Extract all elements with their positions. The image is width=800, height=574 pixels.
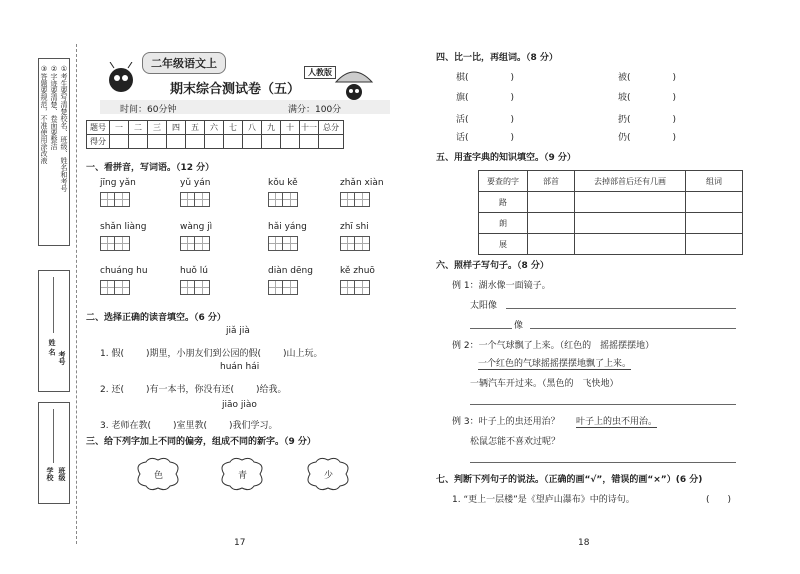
section-7-title: 七、判断下列句子的说法。（正确的画“√”，错误的画“×”）(6 分) bbox=[436, 475, 703, 485]
dictionary-table bbox=[478, 170, 743, 255]
score-input[interactable] bbox=[148, 135, 167, 149]
school-info-box bbox=[38, 402, 70, 504]
dict-input[interactable] bbox=[686, 213, 743, 234]
score-input[interactable] bbox=[243, 135, 262, 149]
section-6-title: 六、照样子写句子。（8 分） bbox=[436, 261, 549, 271]
text: 活( bbox=[456, 115, 469, 125]
dict-input[interactable] bbox=[575, 213, 686, 234]
text: ) bbox=[672, 115, 677, 125]
notes-box bbox=[38, 58, 70, 246]
text: ) bbox=[672, 133, 677, 143]
answer-line[interactable] bbox=[470, 404, 736, 405]
score-input[interactable] bbox=[224, 135, 243, 149]
score-input[interactable] bbox=[281, 135, 300, 149]
page-number-left: 17 bbox=[234, 538, 246, 548]
tianzige-pair[interactable] bbox=[180, 280, 210, 299]
tianzige-pair[interactable] bbox=[268, 192, 298, 211]
score-input[interactable] bbox=[300, 135, 319, 149]
compare-left-3 bbox=[456, 112, 514, 125]
pinyin-label: yǔ yán bbox=[180, 178, 211, 188]
answer-line[interactable] bbox=[506, 308, 736, 309]
note-1: ①考生要写清楚校名、班级、姓名和考号 bbox=[60, 65, 68, 192]
tianzige-pair[interactable] bbox=[180, 192, 210, 211]
pinyin-label: diàn dēng bbox=[268, 266, 313, 276]
tianzige-pair[interactable] bbox=[268, 280, 298, 299]
text: ) bbox=[672, 93, 677, 103]
text: 扔( bbox=[618, 115, 631, 125]
pinyin-options-3: jiāo jiào bbox=[222, 400, 257, 410]
question-2-1 bbox=[100, 346, 323, 359]
flower-char: 青 bbox=[238, 471, 248, 481]
note-3: ③答题要规范，不准使用涂改液 bbox=[40, 65, 48, 164]
score-cell: 九 bbox=[262, 121, 281, 135]
score-input[interactable] bbox=[110, 135, 129, 149]
cut-line bbox=[76, 44, 77, 544]
text: ) bbox=[510, 115, 515, 125]
text: ) bbox=[510, 93, 515, 103]
example-1-prompt-a: 太阳像 bbox=[470, 301, 498, 311]
score-cell: 六 bbox=[205, 121, 224, 135]
score-table-header-row bbox=[87, 121, 344, 135]
text: 仍( bbox=[618, 133, 631, 143]
student-info-box bbox=[38, 270, 70, 392]
pinyin-label: kě zhuō bbox=[340, 266, 375, 276]
pinyin-options-1: jiǎ jià bbox=[226, 326, 250, 336]
judge-question-1: 1. “更上一层楼”是《望庐山瀑布》中的诗句。 bbox=[452, 495, 635, 505]
example-3: 例 3：叶子上的虫还用治？ bbox=[452, 417, 560, 427]
flower-1[interactable] bbox=[130, 456, 186, 492]
text: 1. 假( bbox=[100, 349, 124, 359]
dict-input[interactable] bbox=[575, 234, 686, 255]
question-2-3 bbox=[100, 418, 278, 431]
example-1: 例 1：湖水像一面镜子。 bbox=[452, 281, 551, 291]
exam-title: 期末综合测试卷（五） bbox=[170, 82, 301, 97]
compare-right-2 bbox=[618, 90, 676, 103]
score-row-label: 得分 bbox=[87, 135, 110, 149]
dict-header: 部首 bbox=[528, 171, 575, 192]
compare-left-4 bbox=[456, 130, 514, 143]
text: ) bbox=[672, 73, 677, 83]
flower-char: 少 bbox=[324, 471, 334, 481]
dict-input[interactable] bbox=[528, 234, 575, 255]
pinyin-label: huǒ lú bbox=[180, 266, 208, 276]
dict-input[interactable] bbox=[575, 192, 686, 213]
text: )有一本书，你没有还( bbox=[145, 385, 234, 395]
dict-header: 要查的字 bbox=[479, 171, 528, 192]
score-table bbox=[86, 120, 344, 149]
dict-char: 路 bbox=[479, 192, 528, 213]
school-label: 学校 bbox=[46, 467, 54, 481]
tianzige-pair[interactable] bbox=[180, 236, 210, 255]
score-input[interactable] bbox=[319, 135, 344, 149]
tianzige-pair[interactable] bbox=[340, 236, 370, 255]
table-row bbox=[479, 213, 743, 234]
example-2: 例 2：一个气球飘了上来。（红色的 摇摇摆摆地） bbox=[452, 341, 655, 351]
text: ) bbox=[510, 133, 515, 143]
table-row bbox=[479, 234, 743, 255]
text: ) bbox=[510, 73, 515, 83]
table-row bbox=[479, 192, 743, 213]
cartoon-left bbox=[104, 62, 138, 98]
answer-line[interactable] bbox=[530, 328, 736, 329]
text: )给我。 bbox=[256, 385, 287, 395]
text: 3. 老师在教( bbox=[100, 421, 151, 431]
text: 2. 还( bbox=[100, 385, 124, 395]
dict-header: 去掉部首后还有几画 bbox=[575, 171, 686, 192]
page-number-right: 18 bbox=[578, 538, 590, 548]
score-input[interactable] bbox=[262, 135, 281, 149]
time-label: 时间：60分钟 bbox=[120, 105, 177, 115]
text: 旗( bbox=[456, 93, 469, 103]
dict-char: 展 bbox=[479, 234, 528, 255]
score-cell: 五 bbox=[186, 121, 205, 135]
dict-input[interactable] bbox=[528, 192, 575, 213]
score-cell: 七 bbox=[224, 121, 243, 135]
score-input[interactable] bbox=[186, 135, 205, 149]
score-cell: 四 bbox=[167, 121, 186, 135]
name-label: 姓 名 bbox=[48, 339, 56, 356]
dict-char: 朗 bbox=[479, 213, 528, 234]
dict-input[interactable] bbox=[686, 192, 743, 213]
example-2-answer: 一个红色的气球摇摇摆摆地飘了上来。 bbox=[478, 356, 631, 370]
compare-right-3 bbox=[618, 112, 676, 125]
note-2: ②字迹要清楚、卷面要整洁 bbox=[50, 65, 58, 150]
score-cell: 三 bbox=[148, 121, 167, 135]
tianzige-pair[interactable] bbox=[100, 192, 130, 211]
edition-badge: 人教版 bbox=[304, 66, 336, 79]
section-2-title: 二、选择正确的读音填空。（6 分） bbox=[86, 313, 226, 323]
score-cell: 十 bbox=[281, 121, 300, 135]
name-field[interactable] bbox=[53, 277, 54, 333]
score-table-score-row bbox=[87, 135, 344, 149]
pinyin-options-2: huán hái bbox=[220, 362, 260, 372]
school-field[interactable] bbox=[53, 409, 54, 463]
example-3-answer: 叶子上的虫不用治。 bbox=[576, 414, 657, 428]
pinyin-label: chuáng hu bbox=[100, 266, 148, 276]
text: )期里，小朋友们到公园的假( bbox=[145, 349, 261, 359]
section-1-title: 一、看拼音，写词语。（12 分） bbox=[86, 163, 215, 173]
section-5-title: 五、用查字典的知识填空。（9 分） bbox=[436, 153, 576, 163]
section-3-title: 三、给下列字加上不同的偏旁，组成不同的新字。（9 分） bbox=[86, 437, 316, 447]
pinyin-label: jīng yǎn bbox=[100, 178, 136, 188]
text: 被( bbox=[618, 73, 631, 83]
text: 话( bbox=[456, 133, 469, 143]
text: )山上玩。 bbox=[283, 349, 323, 359]
dict-input[interactable] bbox=[686, 234, 743, 255]
full-score-label: 满分：100分 bbox=[288, 105, 342, 115]
compare-left-1 bbox=[456, 70, 514, 83]
compare-right-1 bbox=[618, 70, 676, 83]
text: )室里教( bbox=[172, 421, 207, 431]
score-input[interactable] bbox=[205, 135, 224, 149]
pinyin-label: zhī shi bbox=[340, 222, 369, 232]
section-4-title: 四、比一比，再组词。（8 分） bbox=[436, 53, 558, 63]
score-cell: 八 bbox=[243, 121, 262, 135]
pinyin-label: hǎi yáng bbox=[268, 222, 307, 232]
dict-input[interactable] bbox=[528, 213, 575, 234]
example-1-prompt-b: 像 bbox=[514, 321, 524, 331]
score-cell: 题号 bbox=[87, 121, 110, 135]
text: )我们学习。 bbox=[229, 421, 278, 431]
banner-title: 二年级语文上 bbox=[142, 52, 226, 74]
pinyin-label: wàng jì bbox=[180, 222, 213, 232]
answer-line[interactable] bbox=[470, 462, 736, 463]
class-label: 班级 bbox=[58, 467, 66, 481]
pinyin-label: shǎn liàng bbox=[100, 222, 147, 232]
flower-3[interactable] bbox=[300, 456, 356, 492]
example-3-question: 松鼠怎能不喜欢过呢？ bbox=[470, 437, 561, 447]
pinyin-label: zhǎn xiàn bbox=[340, 178, 384, 188]
answer-line[interactable] bbox=[470, 328, 512, 329]
flower-char: 色 bbox=[154, 471, 164, 481]
compare-right-4 bbox=[618, 130, 676, 143]
score-cell: 十一 bbox=[300, 121, 319, 135]
tianzige-pair[interactable] bbox=[340, 192, 370, 211]
question-2-2 bbox=[100, 382, 287, 395]
exam-no-label: 考号 bbox=[58, 351, 66, 365]
text: 棋( bbox=[456, 73, 469, 83]
score-input[interactable] bbox=[167, 135, 186, 149]
flower-2[interactable] bbox=[214, 456, 270, 492]
tianzige-pair[interactable] bbox=[340, 280, 370, 299]
dict-header: 组词 bbox=[686, 171, 743, 192]
example-2-question: 一辆汽车开过来。（黑色的 飞快地） bbox=[470, 379, 619, 389]
compare-left-2 bbox=[456, 90, 514, 103]
bee-mascot-icon bbox=[104, 62, 138, 98]
tianzige-pair[interactable] bbox=[268, 236, 298, 255]
judge-answer-1[interactable]: ( ) bbox=[706, 495, 732, 505]
dictionary-header-row bbox=[479, 171, 743, 192]
tianzige-pair[interactable] bbox=[100, 236, 130, 255]
pinyin-label: kǒu kě bbox=[268, 178, 298, 188]
score-cell: 总分 bbox=[319, 121, 344, 135]
score-cell: 一 bbox=[110, 121, 129, 135]
score-cell: 二 bbox=[129, 121, 148, 135]
score-input[interactable] bbox=[129, 135, 148, 149]
text: 坡( bbox=[618, 93, 631, 103]
tianzige-pair[interactable] bbox=[100, 280, 130, 299]
